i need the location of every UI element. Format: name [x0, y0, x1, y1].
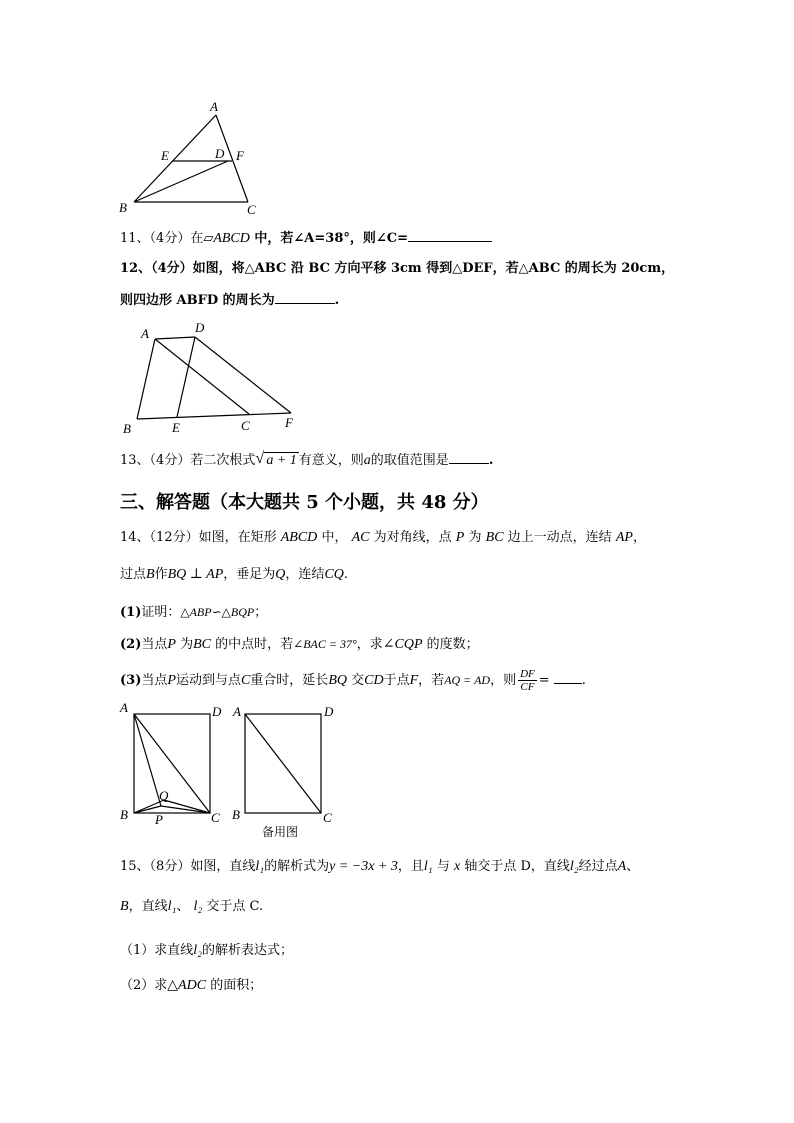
q14-q: Q: [275, 567, 286, 582]
figure-triangle-translation: [115, 316, 305, 436]
q11-text: 中，若∠A=38°，则∠C=: [249, 231, 409, 246]
question-15-part1: [120, 942, 293, 960]
label-F: F: [236, 148, 244, 163]
q14-p2-p: P: [167, 637, 176, 652]
question-14-line1: [120, 529, 646, 547]
label-C: C: [211, 810, 220, 825]
q14-b: B: [146, 567, 155, 582]
q14-t9: ，垂足为: [223, 567, 276, 582]
label-E: E: [172, 420, 180, 435]
q13-text-3: 的取值范围是: [370, 453, 449, 468]
label-D2: D: [324, 704, 334, 719]
q12-text-2: 则四边形 ABFD 的周长为: [120, 293, 275, 308]
q15-l1c: l₁: [167, 899, 177, 914]
q15-t10: 交于点 C.: [206, 899, 264, 914]
label-Q: Q: [159, 788, 169, 803]
q14-p3-t7: ，则: [490, 673, 517, 688]
q15-t7: 、: [626, 859, 640, 874]
q14-p: P: [455, 530, 465, 545]
q14-p3-t1: 当点: [141, 673, 168, 688]
q14-t8: 作: [154, 567, 168, 582]
label-D: D: [215, 146, 225, 161]
q15-p2-math: △ADC: [167, 978, 207, 993]
q15-eq: y = −3x + 3: [329, 859, 398, 874]
q14-p2-t1: 当点: [141, 637, 168, 652]
q14-p3-t5: 于点: [383, 673, 410, 688]
label-C: C: [241, 418, 250, 433]
label-P: P: [155, 812, 163, 827]
q14-p2-bc: BC: [193, 637, 211, 652]
figure-rectangles: [115, 700, 345, 842]
label-C: C: [247, 202, 256, 217]
section-3-title: 三、解答题（本大题共 5 个小题，共 48 分）: [120, 492, 489, 513]
q14-p2-t4: ，求: [356, 637, 383, 652]
q15-p1-l2: l₂: [193, 943, 203, 958]
label-C2: C: [323, 810, 332, 825]
q14-t6: ，: [632, 530, 646, 545]
question-15-part2: [120, 977, 262, 995]
q14-p3-bq: BQ: [328, 673, 347, 688]
q14-ap: AP: [615, 530, 633, 545]
q15-b: B: [120, 899, 129, 914]
q15-t6: 经过点: [578, 859, 618, 874]
label-E: E: [161, 148, 169, 163]
q14-p3-t6: ，若: [418, 673, 445, 688]
label-D: D: [212, 704, 222, 719]
question-12-line2: [120, 291, 339, 310]
q14-cq: CQ: [324, 567, 344, 582]
q14-p2-t3: 的中点时，若: [215, 637, 294, 652]
q14-p3-t2: 运动到与点: [175, 673, 241, 688]
radical-icon: √: [255, 450, 265, 467]
q14-answer-blank[interactable]: [554, 671, 582, 684]
q15-t2: 的解析式为: [264, 859, 330, 874]
q13-text-1: 13、（4分）若二次根式: [120, 453, 256, 468]
q15-p2-t1: （2）求: [120, 978, 168, 993]
fraction-df-cf: [518, 668, 537, 693]
q14-p1-num: (1): [120, 605, 142, 620]
q14-p2-t5: 的度数；: [426, 637, 479, 652]
q13-var: a: [363, 453, 371, 468]
q14-p3-num: (3): [120, 673, 142, 688]
q14-p3-eq: =: [538, 673, 550, 688]
q14-p1-math: △ABP∽△BQP: [180, 605, 255, 619]
q14-p1-end: ；: [254, 605, 268, 620]
q14-p2-angle: ∠BAC = 37°: [293, 637, 357, 651]
q15-t9: 、: [176, 899, 190, 914]
q15-l2b: l₂: [193, 899, 203, 914]
label-B2: B: [232, 807, 240, 822]
q14-t5: 边上一动点，连结: [507, 530, 612, 545]
q14-t2: 中，: [321, 530, 348, 545]
q13-answer-blank[interactable]: [449, 451, 489, 464]
label-A: A: [120, 700, 128, 715]
q14-t3: 为对角线，点: [373, 530, 452, 545]
q14-t1: 14、（12分）如图，在矩形: [120, 530, 277, 545]
q14-bc: BC: [485, 530, 504, 545]
q11-abcd: ABCD: [213, 231, 250, 246]
q14-p3-aqad: AQ = AD: [444, 673, 491, 687]
question-15-line1: [120, 858, 639, 876]
question-14-part3: [120, 668, 586, 693]
q14-p1-text: 证明：: [141, 605, 181, 620]
q14-p3-end: .: [581, 673, 586, 688]
label-F: F: [285, 415, 293, 430]
q14-t4: 为: [468, 530, 482, 545]
q14-p2-t2: 为: [180, 637, 194, 652]
q15-t3: ，且: [397, 859, 424, 874]
q15-a: A: [617, 859, 627, 874]
q14-p2-num: (2): [120, 637, 142, 652]
q15-t4: 与: [436, 859, 450, 874]
q14-p3-c: C: [240, 673, 251, 688]
q11-number: 11、（4分）在: [120, 231, 204, 246]
label-D: D: [195, 320, 205, 335]
q14-p3-p: P: [167, 673, 176, 688]
label-A: A: [141, 326, 149, 341]
figure-triangle-1: [110, 96, 270, 222]
q12-text-1: 12、（4分）如图，将△ABC 沿 BC 方向平移 3cm 得到△DEF，若△ABC 的周长为 20cm，: [120, 261, 675, 276]
q14-p3-f: F: [409, 673, 419, 688]
label-B: B: [120, 807, 128, 822]
question-14-line2: [120, 566, 348, 584]
q15-p2-t2: 的面积；: [210, 978, 263, 993]
q14-p3-t4: 交: [351, 673, 365, 688]
q14-p2-cqp: ∠CQP: [382, 637, 423, 652]
sqrt-expression: [255, 452, 298, 470]
q14-t10: ，连结: [285, 567, 325, 582]
question-14-part1: [120, 603, 267, 622]
q15-p1-t1: （1）求直线: [120, 943, 194, 958]
label-A2: A: [233, 704, 241, 719]
label-B: B: [119, 200, 127, 215]
q12-end: .: [334, 293, 340, 308]
q14-p3-cd: CD: [364, 673, 384, 688]
q15-l1b: l₁: [423, 859, 433, 874]
parallelogram-icon: ▱: [203, 231, 214, 246]
q14-t7: 过点: [120, 567, 147, 582]
q15-t8: ，直线: [128, 899, 168, 914]
frac-den: CF: [520, 681, 535, 693]
q15-t5: 轴交于点 D，直线: [464, 859, 570, 874]
radicand: a + 1: [266, 453, 297, 468]
frac-num: DF: [520, 668, 535, 680]
q12-answer-blank[interactable]: [275, 291, 335, 304]
q15-x: x: [453, 859, 461, 874]
label-A: A: [210, 99, 218, 114]
q13-text-2: 有意义，则: [298, 453, 364, 468]
q14-p3-t3: 重合时，延长: [250, 673, 329, 688]
q15-t1: 15、（8分）如图，直线: [120, 859, 256, 874]
figure-caption: 备用图: [262, 825, 299, 839]
question-15-line2: [120, 898, 263, 916]
q13-end: .: [488, 453, 494, 468]
label-B: B: [123, 421, 131, 436]
q15-l2: l₂: [569, 859, 579, 874]
q14-abcd: ABCD: [280, 530, 318, 545]
question-12-line1: [120, 260, 674, 278]
q14-t11: .: [343, 567, 349, 582]
question-14-part2: [120, 635, 479, 654]
q11-answer-blank[interactable]: [408, 229, 492, 242]
q14-bqap: BQ ⊥ AP: [167, 567, 224, 582]
q14-ac: AC: [351, 530, 370, 545]
question-13: [120, 451, 493, 470]
q15-p1-t2: 的解析表达式；: [202, 943, 294, 958]
question-11: [120, 229, 492, 248]
q15-l1: l₁: [255, 859, 265, 874]
